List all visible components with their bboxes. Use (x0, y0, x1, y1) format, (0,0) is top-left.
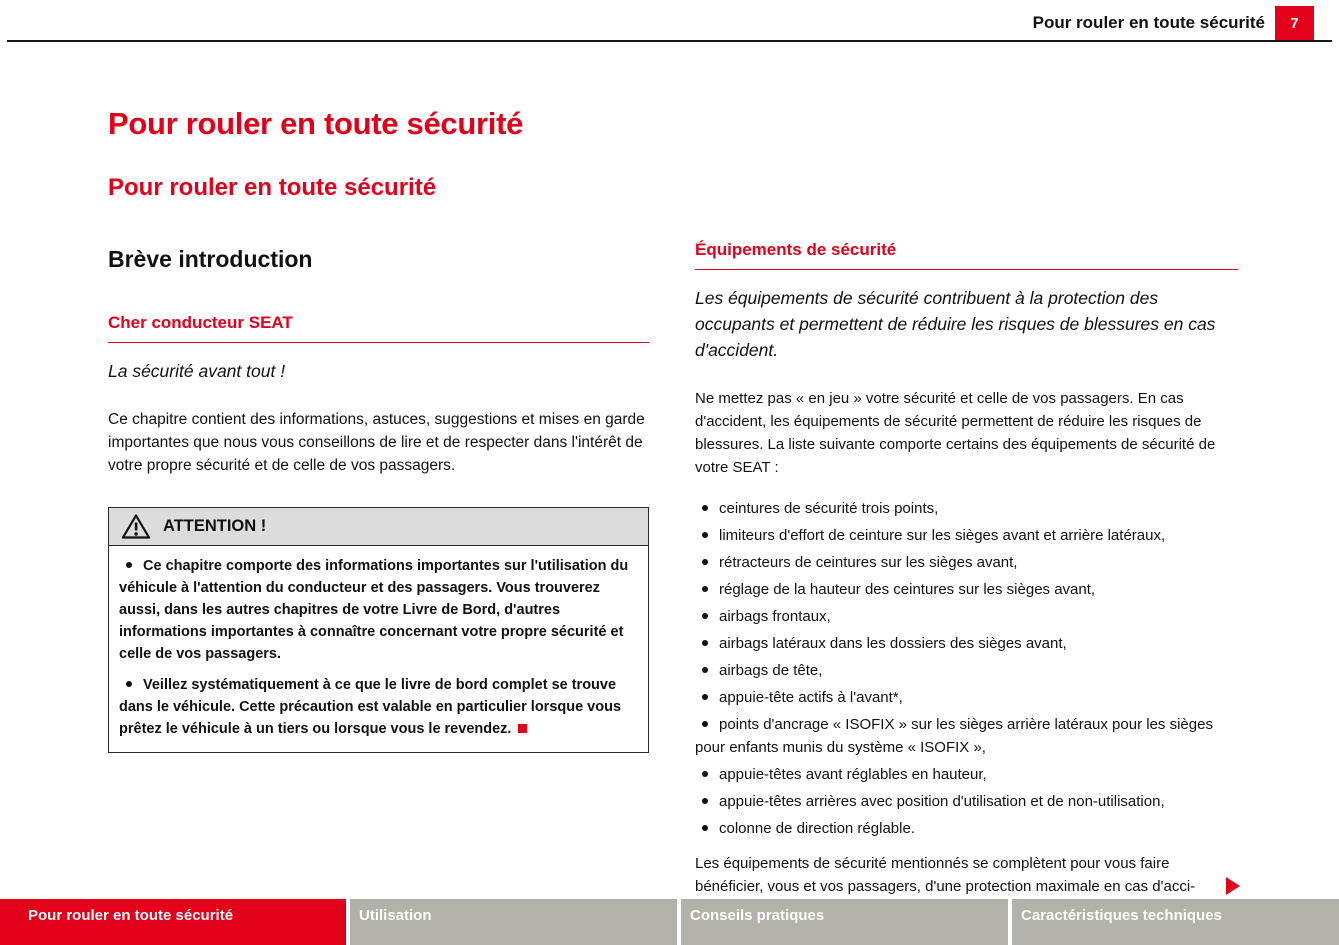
right-column (695, 240, 1238, 898)
list-item-text: rétracteurs de ceintures sur les sièges avant, (719, 554, 1018, 571)
bullet-dot (702, 559, 708, 565)
bullet-dot (702, 532, 708, 538)
bullet-dot (702, 825, 708, 831)
list-item (695, 817, 1238, 840)
end-of-section-marker (518, 724, 527, 733)
list-item-text: limiteurs d'effort de ceinture sur les sièges avant et arrière latéraux, (719, 527, 1166, 544)
closing-text: Les équipements de sécurité mentionnés se complètent pour vous faire bénéficier, vous et vos passagers, d'une protection maximale en cas d'acci- (695, 855, 1196, 895)
page-number-badge: 7 (1275, 6, 1314, 40)
list-item (695, 713, 1238, 759)
equipment-bullet-list (695, 497, 1238, 840)
list-item-text: airbags frontaux, (719, 608, 831, 625)
warning-item-text: Veillez systématiquement à ce que le livre de bord complet se trouve dans le véhicule. Cette précaution est valable en particulier lorsque vous prêtez le véhicule à un tiers ou lorsque vous le revendez. (119, 677, 622, 737)
list-item-text: appuie-têtes avant réglables en hauteur, (719, 766, 987, 783)
list-item-text: réglage de la hauteur des ceintures sur les sièges avant, (719, 581, 1096, 598)
list-item (695, 790, 1238, 813)
footer-tab[interactable] (350, 899, 677, 945)
closing-paragraph (695, 852, 1238, 898)
continuation-arrow-icon (1226, 877, 1240, 895)
footer-tab-label: Caractéristiques techniques (1021, 907, 1222, 924)
list-item (695, 659, 1238, 682)
footer-tab-label: Pour rouler en toute sécurité (28, 907, 234, 924)
equipment-paragraph: Ne mettez pas « en jeu » votre sécurité et celle de vos passagers. En cas d'accident, les équipements de sécurité permettent de réduire les risques de blessures. La liste suivante comporte certains des équipements de sécurité de votre SEAT : (695, 390, 1216, 476)
header-rule (7, 40, 1332, 42)
bullet-dot (126, 562, 132, 568)
main-title: Pour rouler en toute sécurité (108, 106, 524, 141)
list-item (695, 578, 1238, 601)
list-item (695, 524, 1238, 547)
list-item (695, 497, 1238, 520)
warning-item (119, 555, 638, 665)
list-item (695, 605, 1238, 628)
list-item-text: ceintures de sécurité trois points, (719, 500, 939, 517)
list-item (695, 686, 1238, 709)
header-section-title: Pour rouler en toute sécurité (1032, 13, 1265, 32)
footer-nav (0, 899, 1339, 945)
bullet-dot (126, 681, 132, 687)
warning-body (109, 546, 648, 752)
bullet-dot (702, 640, 708, 646)
warning-header (109, 508, 648, 546)
list-item-text: points d'ancrage « ISOFIX » sur les sièges arrière latéraux pour les sièges pour enfants munis du système « ISOFIX », (695, 716, 1213, 756)
list-item-text: appuie-tête actifs à l'avant*, (719, 689, 903, 706)
list-item-text: colonne de direction réglable. (719, 820, 915, 837)
list-item-text: appuie-têtes arrières avec position d'utilisation et de non-utilisation, (719, 793, 1165, 810)
list-item (695, 551, 1238, 574)
bullet-dot (702, 667, 708, 673)
list-item-text: airbags de tête, (719, 662, 823, 679)
lead-text-left: La sécurité avant tout ! (108, 361, 286, 381)
subsection-title-equipements: Équipements de sécurité (695, 240, 1238, 270)
left-column (108, 106, 649, 753)
subsection-title-cher-conducteur: Cher conducteur SEAT (108, 313, 649, 343)
bullet-dot (702, 721, 708, 727)
bullet-dot (702, 586, 708, 592)
warning-box (108, 507, 649, 753)
footer-tab[interactable] (1012, 899, 1339, 945)
warning-item (119, 674, 638, 740)
footer-tab-label: Utilisation (359, 907, 432, 924)
bullet-dot (702, 613, 708, 619)
section-title-breve-introduction: Brève introduction (108, 246, 313, 272)
bullet-dot (702, 694, 708, 700)
footer-tab[interactable] (0, 899, 346, 945)
chapter-subtitle: Pour rouler en toute sécurité (108, 174, 437, 201)
bullet-dot (702, 771, 708, 777)
list-item-text: airbags latéraux dans les dossiers des sièges avant, (719, 635, 1067, 652)
bullet-dot (702, 798, 708, 804)
warning-triangle-icon (121, 513, 151, 540)
warning-item-text: Ce chapitre comporte des informations importantes sur l'utilisation du véhicule à l'attention du conducteur et des passagers. Vous trouverez aussi, dans les autres chapitres de votre Livre de Bord, d'autres informations importantes à connaître concernant votre propre sécurité et celle de vos passagers. (119, 558, 629, 662)
bullet-dot (702, 505, 708, 511)
warning-title: ATTENTION ! (163, 517, 267, 535)
footer-tab[interactable] (681, 899, 1008, 945)
lead-text-right: Les équipements de sécurité contribuent à la protection des occupants et permettent de réduire les risques de blessures en cas d'accident. (695, 288, 1216, 360)
list-item (695, 763, 1238, 786)
footer-tab-label: Conseils pratiques (690, 907, 825, 924)
intro-paragraph: Ce chapitre contient des informations, astuces, suggestions et mises en garde importantes que nous vous conseillons de lire et de respecter dans l'intérêt de votre propre sécurité et de celle de vos passagers. (108, 411, 645, 474)
list-item (695, 632, 1238, 655)
